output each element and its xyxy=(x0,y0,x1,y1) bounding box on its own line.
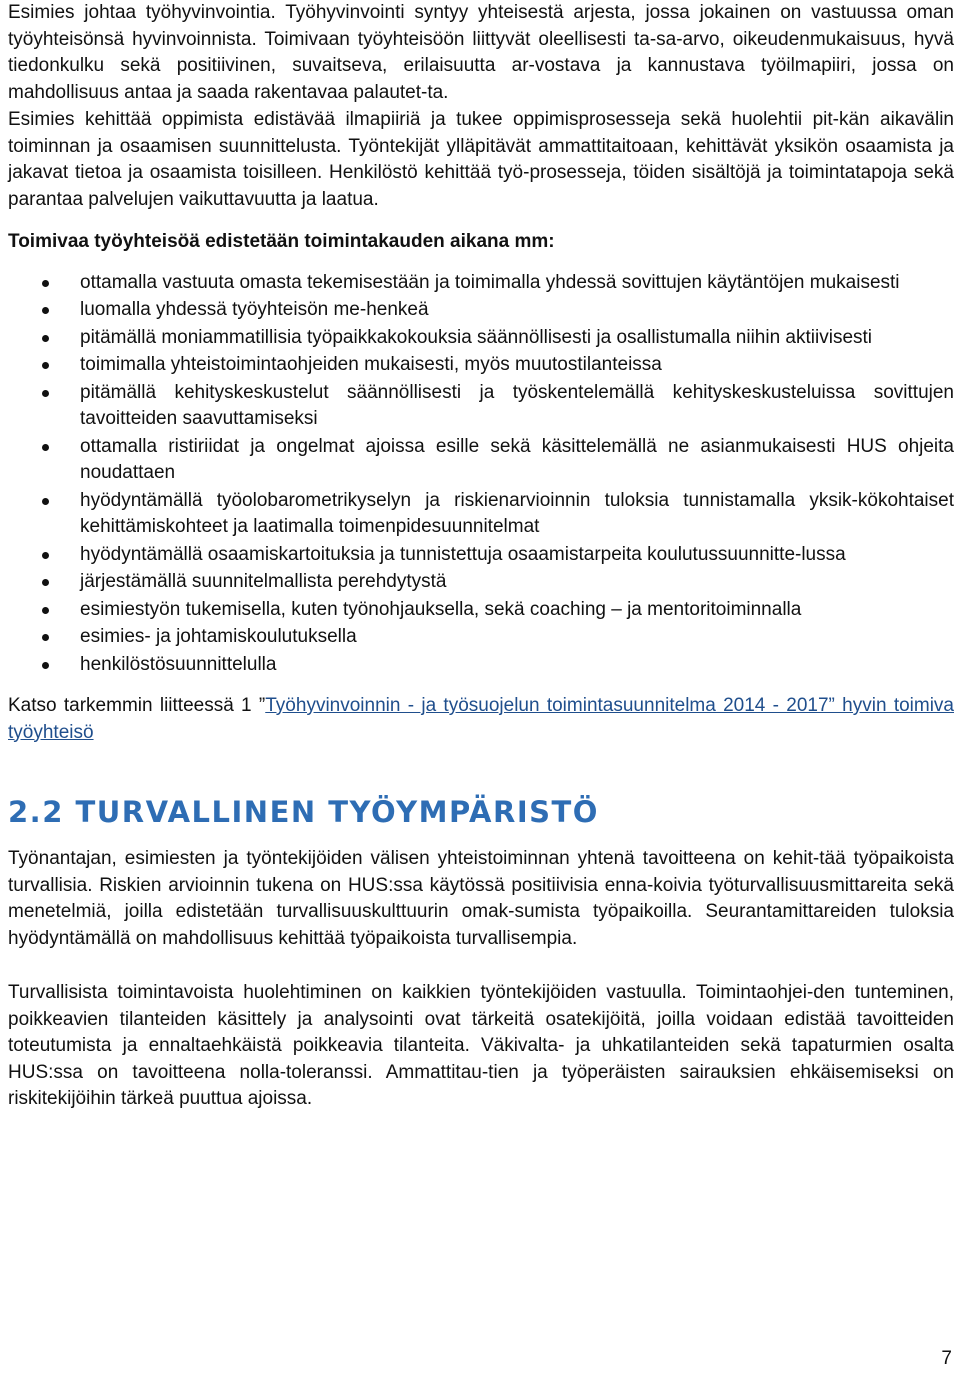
learning-paragraph: Esimies kehittää oppimista edistävää ilmapiiriä ja tukee oppimisprosesseja sekä huolehtii pit-kän aikavälin toiminnan ja osaamisen suunnittelusta. Työntekijät ylläpitävät ammattitaitoaan, kehittävät yksikön osaamista ja jakavat tietoa ja osaamista toisilleen. Henkilöstö kehittää työ-prosesseja, töiden sisältöjä ja toimintatapoja sekä parantaa palvelujen vaikuttavuutta ja laatua. xyxy=(8,109,954,210)
bullet-icon xyxy=(42,634,49,641)
bullet-icon xyxy=(42,390,49,397)
list-item: hyödyntämällä osaamiskartoituksia ja tunnistettuja osaamistarpeita koulutussuunnitte-lussa xyxy=(8,542,954,569)
bullet-icon xyxy=(42,579,49,586)
safety-paragraph-2: Turvallisista toimintavoista huolehtiminen on kaikkien työntekijöiden vastuulla. Toimintaohjei-den tunteminen, poikkeavien tilanteiden käsittely ja analysointi ovat tärkeitä osatekijöitä, joilla voidaan edistää tavoitteiden toteutumista ja ennaltaehkäistä poikkeavia tilanteita. Väkivalta- ja uhkatilanteiden sekä tapaturmien osalta HUS:ssa on tavoitteena nolla-toleranssi. Ammattitau-tien ja työperäisten sairauksien ehkäisemiseksi on riskitekijöihin tärkeä puuttua ajoissa. xyxy=(8,982,954,1109)
appendix-reference xyxy=(8,693,954,746)
list-item: pitämällä kehityskeskustelut säännöllisesti ja työskentelemällä kehityskeskusteluissa sovittujen tavoitteiden saavuttamiseksi xyxy=(8,380,954,433)
page-number: 7 xyxy=(941,1348,952,1369)
bullet-icon xyxy=(42,498,49,505)
list-item: esimiestyön tukemisella, kuten työnohjauksella, sekä coaching – ja mentoritoiminnalla xyxy=(8,597,954,624)
bullet-icon xyxy=(42,335,49,342)
bullet-icon xyxy=(42,307,49,314)
bullet-icon xyxy=(42,662,49,669)
list-item: pitämällä moniammatillisia työpaikkakokouksia säännöllisesti ja osallistumalla niihin aktiivisesti xyxy=(8,325,954,352)
list-item: luomalla yhdessä työyhteisön me-henkeä xyxy=(8,297,954,324)
safety-paragraph-1: Työnantajan, esimiesten ja työntekijöiden välisen yhteistoiminnan yhtenä tavoitteena on kehit-tää työpaikoista turvallisia. Riskien arvioinnin tukena on HUS:ssa käytössä positiivisia enna-koivia työturvallisuusmittareita sekä menetelmiä, joilla edistetään turvallisuuskulttuurin omak-sumista työpaikoilla. Seurantamittareiden tuloksia hyödyntämällä on mahdollisuus kehittää työpaikoista turvallisempia. xyxy=(8,848,954,949)
measures-list xyxy=(8,270,954,679)
list-heading: Toimivaa työyhteisöä edistetään toimintakauden aikana mm: xyxy=(8,231,555,252)
list-item: esimies- ja johtamiskoulutuksella xyxy=(8,624,954,651)
section-heading: 2.2 TURVALLINEN TYÖYMPÄRISTÖ xyxy=(8,795,599,829)
list-item: ottamalla ristiriidat ja ongelmat ajoissa esille sekä käsittelemällä ne asianmukaisesti HUS ohjeita noudattaen xyxy=(8,434,954,487)
list-item: hyödyntämällä työolobarometrikyselyn ja riskienarvioinnin tuloksia tunnistamalla yksik-kökohtaiset kehittämiskohteet ja laatimalla toimenpidesuunnitelmat xyxy=(8,488,954,541)
bullet-icon xyxy=(42,444,49,451)
document-page xyxy=(8,0,954,1113)
list-item: toimimalla yhteistoimintaohjeiden mukaisesti, myös muutostilanteissa xyxy=(8,352,954,379)
list-item: järjestämällä suunnitelmallista perehdytystä xyxy=(8,569,954,596)
intro-paragraph: Esimies johtaa työhyvinvointia. Työhyvinvointi syntyy yhteisestä arjesta, jossa jokainen on vastuussa oman työyhteisönsä hyvinvoinnista. Toimivaan työyhteisöön liittyvät oleellisesti ta-sa-arvo, oikeudenmukaisuus, hyvä tiedonkulku sekä positiivinen, suvaitseva, erilaisuutta ar-vostava ja kannustava työilmapiiri, jossa on mahdollisuus antaa ja saada rakentavaa palautet-ta. xyxy=(8,2,954,103)
bullet-icon xyxy=(42,607,49,614)
list-item: henkilöstösuunnittelulla xyxy=(8,652,954,679)
bullet-icon xyxy=(42,552,49,559)
reference-prefix: Katso tarkemmin liitteessä 1 ” xyxy=(8,695,266,716)
list-item: ottamalla vastuuta omasta tekemisestään ja toimimalla yhdessä sovittujen käytäntöjen mukaisesti xyxy=(8,270,954,297)
appendix-link[interactable]: Työhyvinvoinnin - ja työsuojelun toimintasuunnitelma 2014 - 2017” hyvin toimiva työyhteisö xyxy=(8,695,954,743)
bullet-icon xyxy=(42,280,49,287)
bullet-icon xyxy=(42,362,49,369)
